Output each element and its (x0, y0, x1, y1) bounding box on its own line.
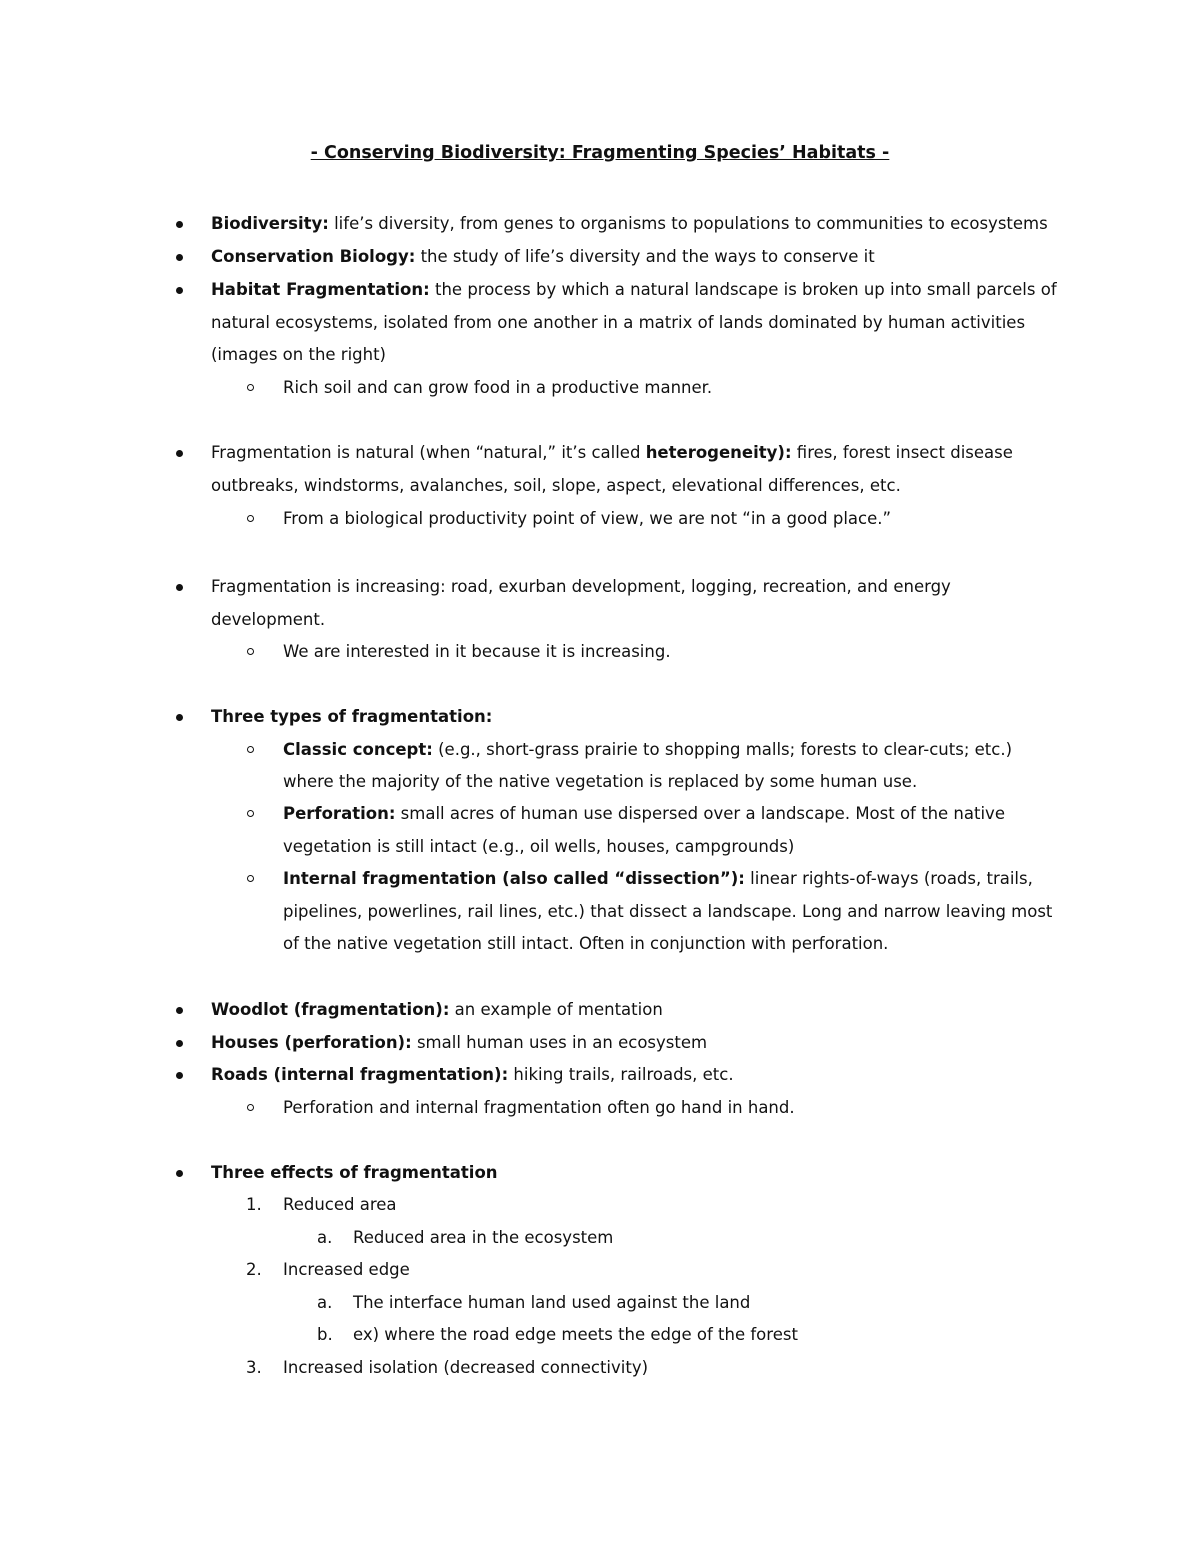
sub-item-text: From a biological productivity point of view, we are not “in a good place.” (283, 509, 892, 528)
definition: small acres of human use dispersed over a landscape. Most of the native (395, 804, 1005, 823)
list-number: 3. (246, 1358, 262, 1377)
item-text: Fragmentation is natural (when “natural,” it’s called (211, 443, 646, 462)
definition: (images on the right) (211, 345, 386, 364)
term: Habitat Fragmentation: (211, 280, 430, 299)
term: Three types of fragmentation: (211, 707, 493, 726)
definition: (e.g., short-grass prairie to shopping malls; forests to clear-cuts; etc.) (432, 740, 1013, 759)
term: Biodiversity: (211, 214, 329, 233)
definition: the study of life’s diversity and the ways to conserve it (415, 247, 875, 266)
list-letter: b. (317, 1325, 333, 1344)
bullet-disc-icon (176, 221, 183, 228)
page-title: - Conserving Biodiversity: Fragmenting Species’ Habitats - (310, 143, 890, 163)
list-letter: a. (317, 1228, 333, 1247)
definition: life’s diversity, from genes to organisms to populations to communities to ecosystems (328, 214, 1048, 233)
term: Woodlot (fragmentation): (211, 1000, 450, 1019)
definition: the process by which a natural landscape is broken up into small parcels of (429, 280, 1057, 299)
definition: vegetation is still intact (e.g., oil wells, houses, campgrounds) (283, 837, 795, 856)
bullet-disc-icon (176, 1007, 183, 1014)
item-text: Increased edge (283, 1260, 410, 1279)
item-text: development. (211, 610, 326, 629)
list-letter: a. (317, 1293, 333, 1312)
item-text: fires, forest insect disease (791, 443, 1013, 462)
term: Perforation: (283, 804, 396, 823)
term: Three effects of fragmentation (211, 1163, 498, 1182)
term: Classic concept: (283, 740, 433, 759)
term: Conservation Biology: (211, 247, 416, 266)
item-text: ex) where the road edge meets the edge of the forest (353, 1325, 798, 1344)
definition: an example of mentation (449, 1000, 663, 1019)
list-number: 1. (246, 1195, 262, 1214)
definition: linear rights-of-ways (roads, trails, (744, 869, 1033, 888)
bullet-disc-icon (176, 1040, 183, 1047)
term: Houses (perforation): (211, 1033, 412, 1052)
term: heterogeneity): (645, 443, 792, 462)
definition: small human uses in an ecosystem (411, 1033, 708, 1052)
bullet-disc-icon (176, 254, 183, 261)
item-text: Reduced area in the ecosystem (353, 1228, 614, 1247)
item-text: outbreaks, windstorms, avalanches, soil, slope, aspect, elevational differences, etc. (211, 476, 901, 495)
sub-item-text: We are interested in it because it is increasing. (283, 642, 671, 661)
bullet-circle-icon (247, 810, 254, 817)
bullet-circle-icon (247, 515, 254, 522)
bullet-disc-icon (176, 584, 183, 591)
bullet-disc-icon (176, 450, 183, 457)
definition: where the majority of the native vegetation is replaced by some human use. (283, 772, 918, 791)
bullet-disc-icon (176, 1170, 183, 1177)
bullet-circle-icon (247, 746, 254, 753)
term: Internal fragmentation (also called “dissection”): (283, 869, 745, 888)
item-text: The interface human land used against the land (353, 1293, 751, 1312)
definition: natural ecosystems, isolated from one another in a matrix of lands dominated by human activities (211, 313, 1026, 332)
bullet-disc-icon (176, 1072, 183, 1079)
bullet-circle-icon (247, 875, 254, 882)
bullet-circle-icon (247, 648, 254, 655)
bullet-disc-icon (176, 287, 183, 294)
item-text: Reduced area (283, 1195, 397, 1214)
bullet-disc-icon (176, 714, 183, 721)
bullet-circle-icon (247, 1104, 254, 1111)
item-text: Fragmentation is increasing: road, exurban development, logging, recreation, and energy (211, 577, 951, 596)
item-text: Increased isolation (decreased connectivity) (283, 1358, 649, 1377)
definition: of the native vegetation still intact. Often in conjunction with perforation. (283, 934, 889, 953)
term: Roads (internal fragmentation): (211, 1065, 509, 1084)
list-number: 2. (246, 1260, 262, 1279)
bullet-circle-icon (247, 384, 254, 391)
sub-item-text: Rich soil and can grow food in a productive manner. (283, 378, 713, 397)
definition: pipelines, powerlines, rail lines, etc.) that dissect a landscape. Long and narrow leaving most (283, 902, 1053, 921)
definition: hiking trails, railroads, etc. (508, 1065, 734, 1084)
sub-item-text: Perforation and internal fragmentation often go hand in hand. (283, 1098, 795, 1117)
